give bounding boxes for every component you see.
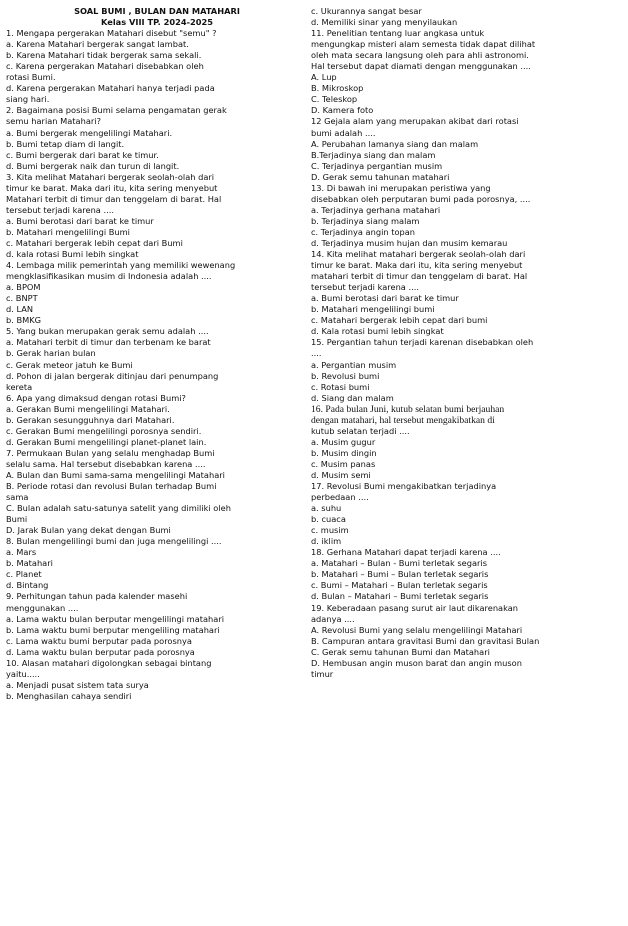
text-line: timur ke barat. Maka dari itu, kita sering menyebut [311, 260, 523, 271]
text-line: 17. Revolusi Bumi mengakibatkan terjadinya [311, 481, 497, 492]
text-line: dengan matahari, hal tersebut mengakibatkan di [311, 414, 495, 426]
text-line: matahari terbit di timur dan tenggelam di barat. Hal [311, 271, 528, 282]
text-line: B. Mikroskop [311, 83, 364, 94]
text-line: Bumi [6, 514, 28, 525]
text-line: d. LAN [6, 304, 34, 315]
text-line: c. Musim panas [311, 458, 376, 469]
text-line: A. Revolusi Bumi yang selalu mengelilingi Matahari [311, 624, 523, 635]
text-line: 13. Di bawah ini merupakan peristiwa yang [311, 182, 491, 193]
text-line: semu harian Matahari? [6, 116, 101, 127]
text-line: a. suhu [311, 503, 342, 514]
text-line: b. Bumi tetap diam di langit. [6, 138, 125, 149]
text-line: c. Matahari bergerak lebih cepat dari bumi [311, 315, 488, 326]
text-line: D. Gerak semu tahunan matahari [311, 171, 450, 182]
text-line: d. Karena pergerakan Matahari hanya terjadi pada [6, 83, 215, 94]
text-line: b. Lama waktu bumi berputar mengeliling matahari [6, 624, 220, 635]
text-line: oleh mata secara langsung oleh para ahli astronomi. [311, 50, 529, 61]
text-line: A. Lup [311, 72, 337, 83]
text-line: 6. Apa yang dimaksud dengan rotasi Bumi? [6, 392, 186, 403]
text-line: C. Teleskop [311, 94, 358, 105]
text-line: kereta [6, 381, 33, 392]
text-line: a. Karena Matahari bergerak sangat lambat. [6, 39, 189, 50]
text-line: d. Bumi bergerak naik dan turun di langit. [6, 160, 180, 171]
text-line: c. Rotasi bumi [311, 381, 370, 392]
text-line: 10. Alasan matahari digolongkan sebagai bintang [6, 657, 212, 668]
text-line: b. Gerakan sesungguhnya dari Matahari. [6, 414, 175, 425]
text-line: perbedaan .... [311, 492, 369, 503]
text-line: 7. Permukaan Bulan yang selalu menghadap Bumi [6, 447, 215, 458]
text-line: a. BPOM [6, 282, 41, 293]
text-line: C. Bulan adalah satu-satunya satelit yang dimiliki oleh [6, 503, 231, 514]
text-line: tersebut terjadi karena .... [311, 282, 419, 293]
text-line: d. Musim semi [311, 469, 371, 480]
text-line: 15. Pergantian tahun terjadi karenan disebabkan oleh [311, 337, 534, 348]
worksheet-title: Kelas VIII TP. 2024-2025 [101, 17, 213, 28]
text-line: d. Pohon di jalan bergerak ditinjau dari penumpang [6, 370, 219, 381]
text-line: 19. Keberadaan pasang surut air laut dikarenakan [311, 602, 519, 613]
text-line: C. Gerak semu tahunan Bumi dan Matahari [311, 646, 490, 657]
text-line: 11. Penelitian tentang luar angkasa untuk [311, 28, 485, 39]
text-line: 1. Mengapa pergerakan Matahari disebut "semu" ? [6, 28, 217, 39]
text-line: a. Bumi bergerak mengelilingi Matahari. [6, 127, 173, 138]
text-line: 2. Bagaimana posisi Bumi selama pengamatan gerak [6, 105, 227, 116]
text-line: b. Menghasilan cahaya sendiri [6, 690, 132, 701]
text-line: d. Kala rotasi bumi lebih singkat [311, 326, 444, 337]
text-line: c. Gerakan Bumi mengelilingi porosnya sendiri. [6, 425, 202, 436]
text-line: kutub selatan terjadi .... [311, 425, 410, 436]
text-line: b. cuaca [311, 514, 346, 525]
text-line: d. iklim [311, 536, 342, 547]
text-line: B. Campuran antara gravitasi Bumi dan gravitasi Bulan [311, 635, 540, 646]
text-line: B.Terjadinya siang dan malam [311, 149, 436, 160]
text-line: D. Jarak Bulan yang dekat dengan Bumi [6, 525, 171, 536]
text-line: B. Periode rotasi dan revolusi Bulan terhadap Bumi [6, 481, 217, 492]
text-line: 3. Kita melihat Matahari bergerak seolah-olah dari [6, 171, 215, 182]
text-line: c. Matahari bergerak lebih cepat dari Bumi [6, 237, 183, 248]
text-line: b. Matahari – Bumi – Bulan terletak segaris [311, 569, 489, 580]
text-line: c. BNPT [6, 293, 38, 304]
text-line: 16. Pada bulan Juni, kutub selatan bumi berjauhan [311, 403, 505, 415]
text-line: tersebut terjadi karena .... [6, 204, 114, 215]
text-line: b. Revolusi bumi [311, 370, 380, 381]
text-line: A. Bulan dan Bumi sama-sama mengelilingi Matahari [6, 469, 225, 480]
text-line: c. Ukurannya sangat besar [311, 6, 422, 16]
text-line: c. Gerak meteor jatuh ke Bumi [6, 359, 133, 370]
text-line: a. Lama waktu bulan berputar mengelilingi matahari [6, 613, 225, 624]
left-column [6, 6, 308, 702]
text-line: timur [311, 668, 334, 679]
text-line: mengklasifikasikan musim di Indonesia adalah .... [6, 271, 212, 282]
text-line: a. Pergantian musim [311, 359, 397, 370]
text-line: d. Siang dan malam [311, 392, 394, 403]
text-line: d. Bintang [6, 580, 49, 591]
text-line: A. Perubahan lamanya siang dan malam [311, 138, 479, 149]
text-line: b. BMKG [6, 315, 42, 326]
text-line: 18. Gerhana Matahari dapat terjadi karena .... [311, 547, 501, 558]
text-line: menggunakan .... [6, 602, 79, 613]
text-line: adanya .... [311, 613, 355, 624]
text-line: sama [6, 492, 29, 503]
text-line: 14. Kita melihat matahari bergerak seolah-olah dari [311, 249, 526, 260]
text-line: .... [311, 348, 322, 359]
text-line: mengungkap misteri alam semesta tidak dapat dilihat [311, 39, 536, 50]
text-line: a. Matahari terbit di timur dan terbenam ke barat [6, 337, 211, 348]
text-line: D. Kamera foto [311, 105, 374, 116]
text-line: timur ke barat. Maka dari itu, kita sering menyebut [6, 182, 218, 193]
text-line: 8. Bulan mengelilingi bumi dan juga mengelilingi .... [6, 536, 222, 547]
worksheet-title: SOAL BUMI , BULAN DAN MATAHARI [74, 6, 240, 16]
text-line: Hal tersebut dapat diamati dengan menggunakan .... [311, 61, 531, 72]
text-line: b. Musim dingin [311, 447, 377, 458]
text-line: bumi adalah .... [311, 127, 376, 138]
text-line: d. Gerakan Bumi mengelilingi planet-planet lain. [6, 436, 207, 447]
text-line: c. Planet [6, 569, 42, 580]
text-line: b. Gerak harian bulan [6, 348, 96, 359]
text-line: selalu sama. Hal tersebut disebabkan karena .... [6, 458, 206, 469]
text-line: b. Terjadinya siang malam [311, 215, 420, 226]
text-line: a. Musim gugur [311, 436, 376, 447]
text-line: rotasi Bumi. [6, 72, 56, 83]
text-line: d. Bulan – Matahari – Bumi terletak segaris [311, 591, 489, 602]
text-line: d. kala rotasi Bumi lebih singkat [6, 249, 139, 260]
text-line: siang hari. [6, 94, 50, 105]
text-line: Matahari terbit di timur dan tenggelam di barat. Hal [6, 193, 222, 204]
text-line: a. Menjadi pusat sistem tata surya [6, 679, 149, 690]
text-line: 4. Lembaga milik pemerintah yang memiliki wewenang [6, 260, 236, 271]
text-line: 9. Perhitungan tahun pada kalender masehi [6, 591, 188, 602]
text-line: b. Karena Matahari tidak bergerak sama sekali. [6, 50, 202, 61]
text-line: a. Bumi berotasi dari barat ke timur [311, 293, 459, 304]
text-line: a. Matahari – Bulan - Bumi terletak segaris [311, 558, 488, 569]
text-line: c. Terjadinya angin topan [311, 226, 416, 237]
text-line: a. Terjadinya gerhana matahari [311, 204, 441, 215]
text-line: b. Matahari mengelilingi Bumi [6, 226, 130, 237]
text-line: a. Gerakan Bumi mengelilingi Matahari. [6, 403, 170, 414]
text-line: 5. Yang bukan merupakan gerak semu adalah .... [6, 326, 209, 337]
text-line: yaitu..... [6, 668, 40, 679]
text-line: disebabkan oleh perputaran bumi pada porosnya, .... [311, 193, 531, 204]
text-line: d. Terjadinya musim hujan dan musim kemarau [311, 237, 508, 248]
text-line: D. Hembusan angin muson barat dan angin muson [311, 657, 522, 668]
text-line: c. Bumi – Matahari – Bulan terletak segaris [311, 580, 488, 591]
text-line: b. Matahari [6, 558, 53, 569]
text-line: d. Memiliki sinar yang menyilaukan [311, 17, 458, 28]
text-line: c. musim [311, 525, 349, 536]
text-line: C. Terjadinya pergantian musim [311, 160, 443, 171]
text-line: c. Bumi bergerak dari barat ke timur. [6, 149, 159, 160]
text-line: c. Lama waktu bumi berputar pada porosnya [6, 635, 192, 646]
text-line: b. Matahari mengelilingi bumi [311, 304, 435, 315]
text-line: a. Mars [6, 547, 37, 558]
text-line: d. Lama waktu bulan berputar pada porosnya [6, 646, 195, 657]
text-line: a. Bumi berotasi dari barat ke timur [6, 215, 154, 226]
text-line: 12 Gejala alam yang merupakan akibat dari rotasi [311, 116, 519, 127]
right-column [311, 6, 625, 680]
text-line: c. Karena pergerakan Matahari disebabkan oleh [6, 61, 204, 72]
